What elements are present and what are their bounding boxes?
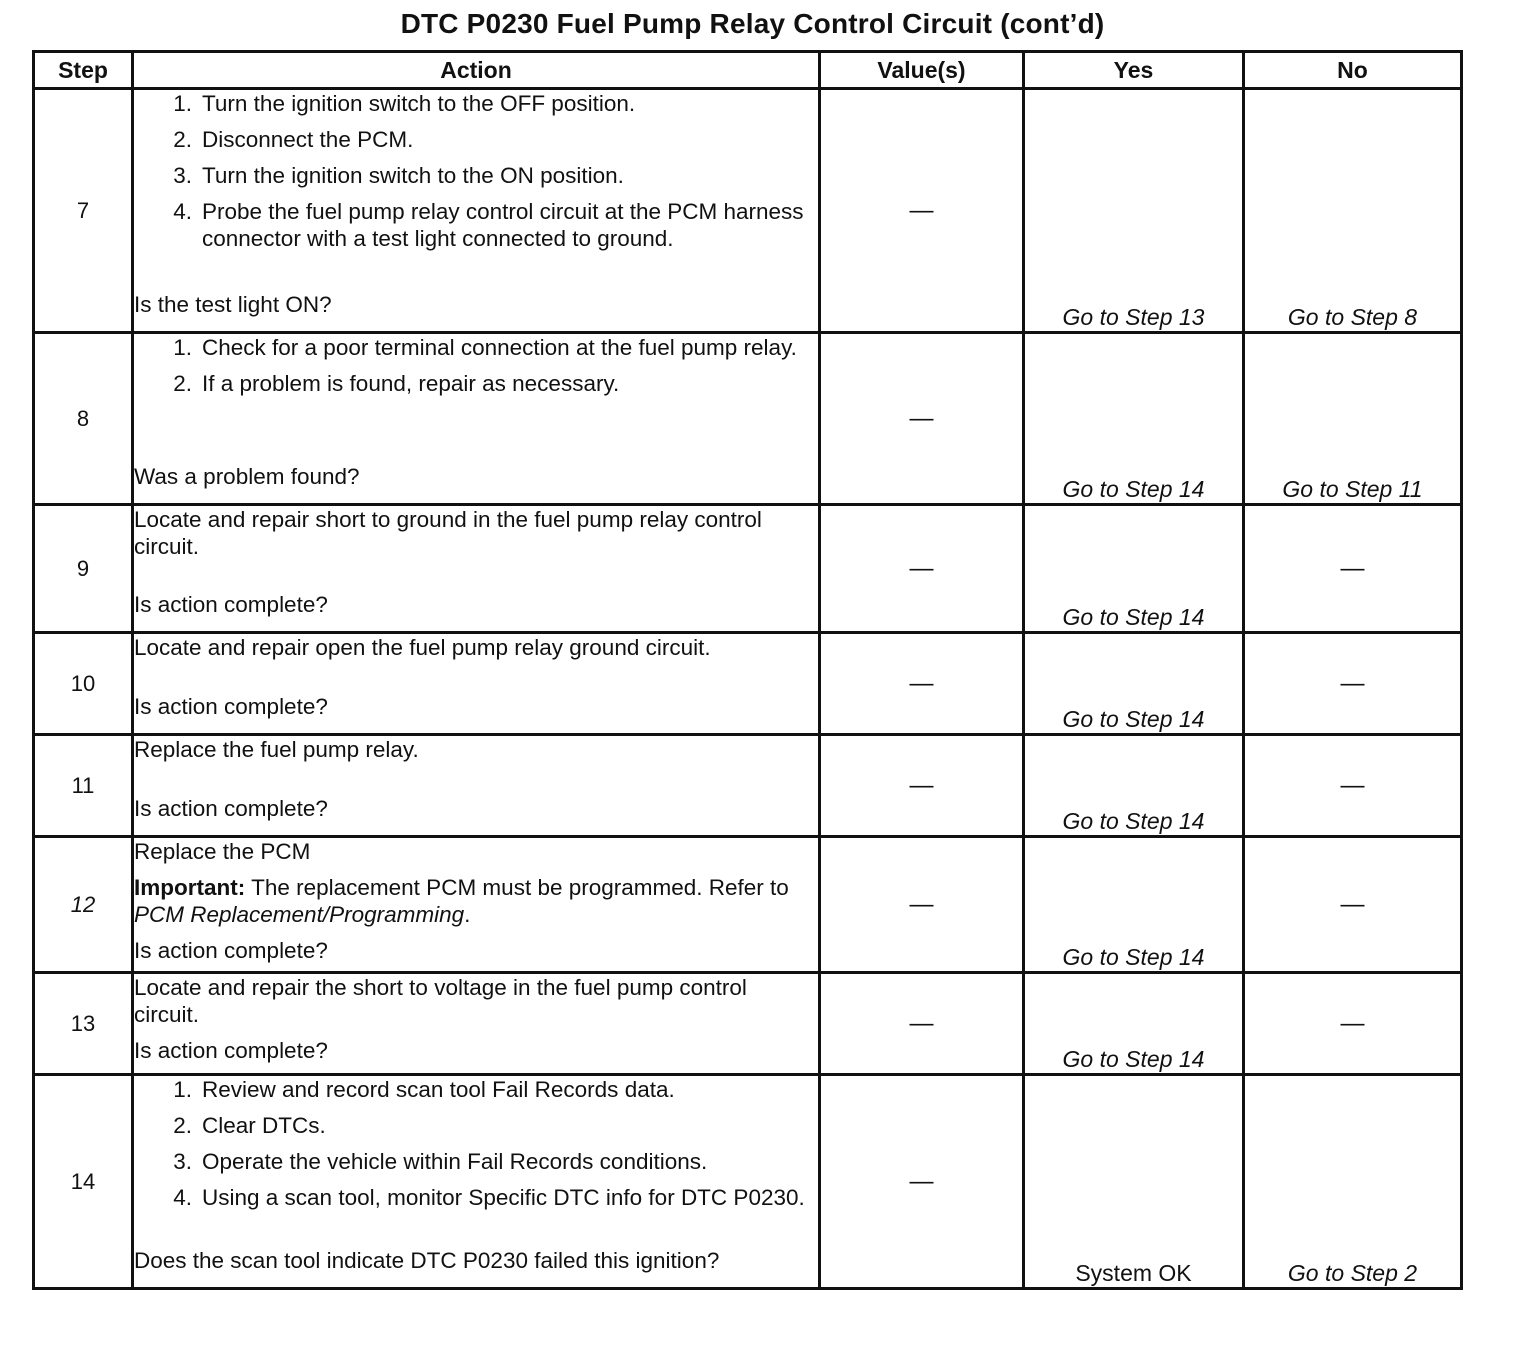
action-text: Locate and repair short to ground in the fuel pump relay control circuit. [134,507,762,559]
action-cell [133,505,820,633]
yes-cell: Go to Step 14 [1024,973,1244,1075]
step-number: 11 [34,735,133,837]
list-item: 1. Check for a poor terminal connection at the fuel pump relay. [173,335,797,360]
no-cell: Go to Step 11 [1244,333,1462,505]
action-question: Is action complete? [134,1038,328,1063]
dtc-table [32,50,1463,1290]
action-cell [133,633,820,735]
action-steps [134,334,818,406]
list-item: 1. Review and record scan tool Fail Records data. [173,1077,675,1102]
header-step: Step [34,52,133,89]
important-label: Important: [134,875,246,900]
no-cell: — [1244,735,1462,837]
table-row-step-14 [34,1075,1462,1289]
value-cell: — [820,973,1024,1075]
action-text: Replace the PCM [134,839,311,864]
table-row-step-9 [34,505,1462,633]
value-cell: — [820,89,1024,333]
table-row-step-10 [34,633,1462,735]
no-cell: — [1244,973,1462,1075]
action-cell [133,333,820,505]
action-question: Is action complete? [134,796,328,821]
step-number: 7 [34,89,133,333]
action-question: Is action complete? [134,694,328,719]
action-question: Is action complete? [134,592,328,617]
header-no: No [1244,52,1462,89]
value-cell: — [820,837,1024,973]
no-cell: Go to Step 8 [1244,89,1462,333]
table-row-step-8 [34,333,1462,505]
yes-cell: Go to Step 14 [1024,333,1244,505]
list-item: 2. Clear DTCs. [173,1113,326,1138]
header-values: Value(s) [820,52,1024,89]
step-number: 10 [34,633,133,735]
yes-cell: Go to Step 14 [1024,837,1244,973]
list-item: 3. Turn the ignition switch to the ON position. [173,163,624,188]
yes-cell: Go to Step 14 [1024,505,1244,633]
no-cell: — [1244,633,1462,735]
reference-link: PCM Replacement/Programming [134,902,465,927]
table-header-row [34,52,1462,89]
value-cell: — [820,505,1024,633]
table-row-step-12 [34,837,1462,973]
action-steps [134,90,818,261]
action-question: Is action complete? [134,938,328,963]
action-question: Does the scan tool indicate DTC P0230 failed this ignition? [134,1248,720,1273]
step-number: 9 [34,505,133,633]
no-cell: Go to Step 2 [1244,1075,1462,1289]
table-row-step-13 [34,973,1462,1075]
action-text: Locate and repair the short to voltage in the fuel pump control circuit. [134,975,747,1027]
header-yes: Yes [1024,52,1244,89]
step-number: 8 [34,333,133,505]
value-cell: — [820,735,1024,837]
step-number: 13 [34,973,133,1075]
action-cell [133,837,820,973]
list-item: 2. If a problem is found, repair as necessary. [173,371,620,396]
action-text: Replace the fuel pump relay. [134,737,419,762]
list-item: 1. Turn the ignition switch to the OFF position. [173,91,636,116]
action-cell [133,973,820,1075]
list-item: 4. Probe the fuel pump relay control circuit at the PCM harness connector with a test light connected to ground. [173,199,804,251]
table-row-step-11 [34,735,1462,837]
list-item: 3. Operate the vehicle within Fail Records conditions. [173,1149,708,1174]
no-cell: — [1244,505,1462,633]
table-row-step-7 [34,89,1462,333]
value-cell: — [820,633,1024,735]
yes-cell: Go to Step 13 [1024,89,1244,333]
action-text: Locate and repair open the fuel pump relay ground circuit. [134,635,711,660]
step-number: 12 [34,837,133,973]
action-steps [134,1076,818,1220]
yes-cell: System OK [1024,1075,1244,1289]
action-cell [133,1075,820,1289]
yes-cell: Go to Step 14 [1024,633,1244,735]
step-number: 14 [34,1075,133,1289]
yes-cell: Go to Step 14 [1024,735,1244,837]
action-question: Is the test light ON? [134,292,332,317]
header-action: Action [133,52,820,89]
no-cell: — [1244,837,1462,973]
important-note: Important: The replacement PCM must be programmed. Refer to PCM Replacement/Programming. [134,875,789,927]
list-item: 2. Disconnect the PCM. [173,127,414,152]
value-cell: — [820,333,1024,505]
action-cell [133,735,820,837]
list-item: 4. Using a scan tool, monitor Specific DTC info for DTC P0230. [173,1185,805,1210]
action-question: Was a problem found? [134,464,360,489]
page-title: DTC P0230 Fuel Pump Relay Control Circuit (cont’d) [400,8,1105,39]
value-cell: — [820,1075,1024,1289]
action-cell [133,89,820,333]
